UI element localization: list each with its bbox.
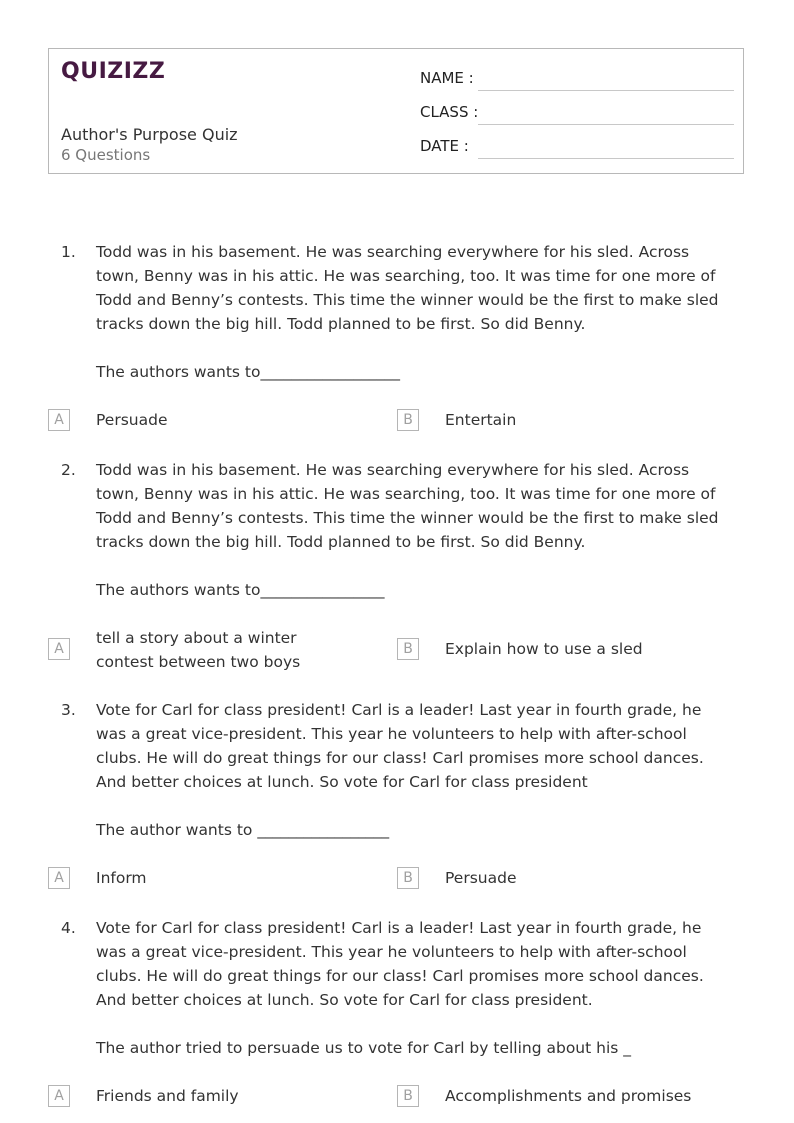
option-letter-box: A xyxy=(48,409,70,431)
page-title: Author's Purpose Quiz xyxy=(61,125,238,144)
option-text: Entertain xyxy=(445,411,517,429)
option-letter-box: A xyxy=(48,1085,70,1107)
question-prompt: The authors wants to__________________ xyxy=(96,363,400,381)
question-prompt: The author wants to _________________ xyxy=(96,821,390,839)
date-label: DATE : xyxy=(420,137,469,155)
class-line[interactable] xyxy=(478,124,734,125)
option-text: Explain how to use a sled xyxy=(445,640,643,658)
option-letter-box: B xyxy=(397,1085,419,1107)
question-text: Vote for Carl for class president! Carl is a leader! Last year in fourth grade, he was a great vice-president. This year he volunteers to help with after-school clubs. He will do great things for our class! Carl promises more school dances. And better choices at lunch. So vote for Carl for class president. xyxy=(96,919,704,1009)
option-text: Persuade xyxy=(445,869,517,887)
option-letter-box: B xyxy=(397,409,419,431)
name-field[interactable] xyxy=(420,67,734,91)
question-number: 3. xyxy=(61,701,76,719)
question-count: 6 Questions xyxy=(61,146,151,164)
date-line[interactable] xyxy=(478,158,734,159)
question-number: 1. xyxy=(61,243,76,261)
option-text: Inform xyxy=(96,869,147,887)
option-text: Friends and family xyxy=(96,1087,239,1105)
quizizz-logo: QUIZIZZ xyxy=(61,59,166,84)
option-text: tell a story about a winter contest between two boys xyxy=(96,629,301,671)
option-letter-box: B xyxy=(397,867,419,889)
date-field[interactable] xyxy=(420,135,734,159)
option-text: Persuade xyxy=(96,411,168,429)
option-letter-box: B xyxy=(397,638,419,660)
question-prompt: The authors wants to________________ xyxy=(96,581,385,599)
question-number: 4. xyxy=(61,919,76,937)
question-text: Todd was in his basement. He was searching everywhere for his sled. Across town, Benny was in his attic. He was searching, too. It was time for one more of Todd and Benny’s contests. This time the winner would be the first to make sled tracks down the big hill. Todd planned to be first. So did Benny. xyxy=(96,461,719,551)
name-label: NAME : xyxy=(420,69,474,87)
question-prompt: The author tried to persuade us to vote for Carl by telling about his _ xyxy=(96,1039,632,1057)
class-field[interactable] xyxy=(420,101,734,125)
question-number: 2. xyxy=(61,461,76,479)
option-letter-box: A xyxy=(48,867,70,889)
question-text: Todd was in his basement. He was searching everywhere for his sled. Across town, Benny was in his attic. He was searching, too. It was time for one more of Todd and Benny’s contests. This time the winner would be the first to make sled tracks down the big hill. Todd planned to be first. So did Benny. xyxy=(96,243,719,333)
worksheet-header xyxy=(48,48,744,174)
question-text: Vote for Carl for class president! Carl is a leader! Last year in fourth grade, he was a great vice-president. This year he volunteers to help with after-school clubs. He will do great things for our class! Carl promises more school dances. And better choices at lunch. So vote for Carl for class president xyxy=(96,701,704,791)
class-label: CLASS : xyxy=(420,103,479,121)
option-letter-box: A xyxy=(48,638,70,660)
name-line[interactable] xyxy=(478,90,734,91)
option-text: Accomplishments and promises xyxy=(445,1087,692,1105)
